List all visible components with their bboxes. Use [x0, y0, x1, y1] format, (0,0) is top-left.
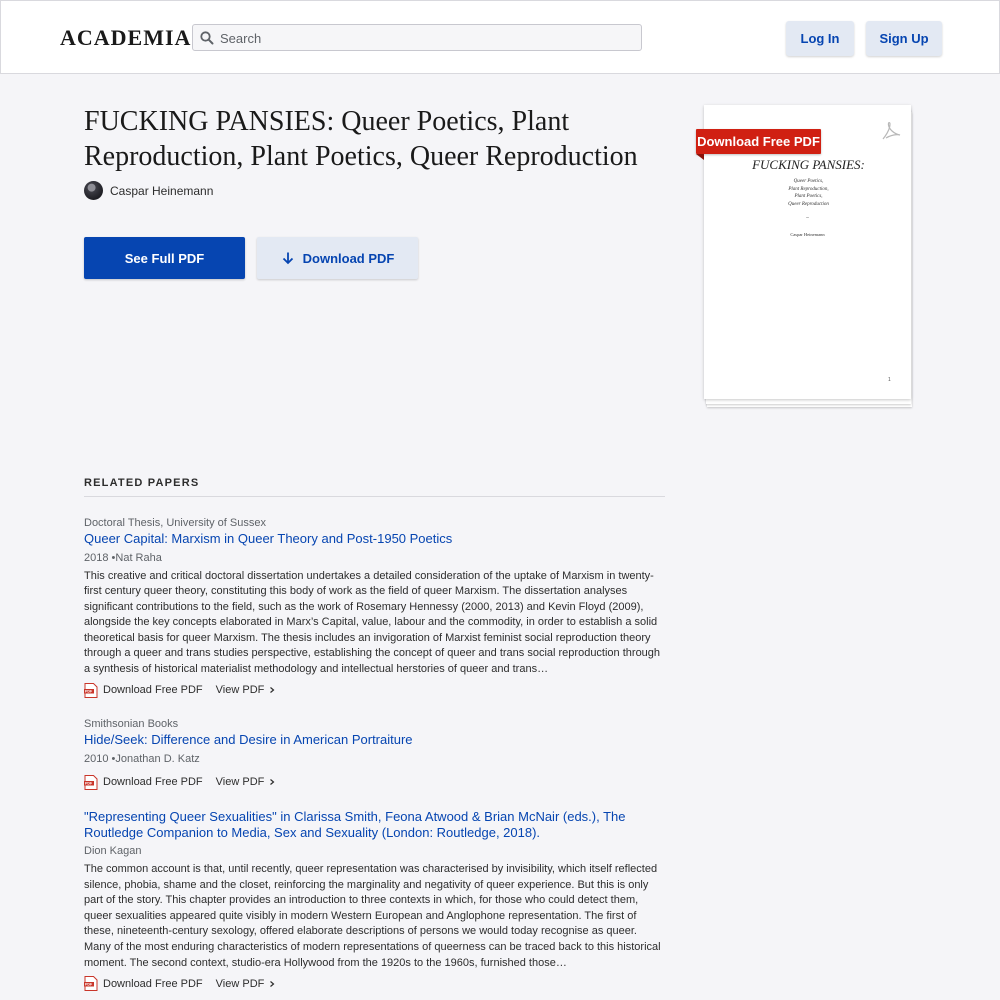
- pdf-file-icon: [84, 775, 98, 790]
- paper-title: FUCKING PANSIES: Queer Poetics, Plant Reproduction, Plant Poetics, Queer Reproduction: [84, 106, 638, 172]
- paper-title-link[interactable]: "Representing Queer Sexualities" in Clarissa Smith, Feona Atwood & Brian McNair (eds.), The Routledge Companion to Media, Sex and Sexuality (London: Routledge, 2018).: [84, 809, 626, 840]
- related-paper-item: [84, 808, 669, 991]
- view-pdf-link[interactable]: [216, 683, 276, 697]
- svg-text:PDF: PDF: [85, 689, 93, 694]
- see-full-pdf-button[interactable]: See Full PDF: [84, 237, 245, 279]
- paper-actions: [84, 683, 669, 698]
- chevron-right-icon: [269, 981, 275, 987]
- preview-page-number: 1: [888, 377, 891, 383]
- related-paper-item: [84, 717, 669, 790]
- paper-abstract: This creative and critical doctoral dissertation undertakes a detailed consideration of the uptake of Marxism in twenty-first century queer theory, constituting this body of work as the field of queer Marxism. The dissertation analyses significant contributions to the field, such as the work of Rosemary Hennessy (2000, 2013) and Kevin Floyd (2009), alongside the key concepts elaborated in Marx’s Capital, value, labour and the commodity, in order to establish a solid theoretical basis for queer Marxism. The thesis includes an invigoration of Marxist feminist social reproduction theory through a queer and trans studies perspective, establishing the concept of queer and trans social reproduction through a synthesis of historical materialist methodology and intellectual herstories of queer and trans…: [84, 569, 661, 676]
- chevron-right-icon: [269, 779, 275, 785]
- download-arrow-icon: [281, 251, 295, 265]
- author-name[interactable]: Caspar Heinemann: [110, 183, 214, 198]
- download-free-pdf-link[interactable]: [84, 683, 203, 698]
- view-pdf-link[interactable]: [216, 775, 276, 789]
- download-free-pdf-link[interactable]: [84, 775, 203, 790]
- view-pdf-label: View PDF: [215, 776, 265, 788]
- academia-logo[interactable]: ACADEMIA: [60, 25, 192, 50]
- svg-text:PDF: PDF: [85, 781, 93, 786]
- paper-venue: Doctoral Thesis, University of Sussex: [84, 517, 266, 529]
- preview-dash: –: [806, 215, 809, 221]
- paper-actions: [84, 976, 669, 991]
- download-pdf-button[interactable]: [257, 237, 418, 279]
- preview-subtitle-line: Plant Reproduction,: [788, 186, 829, 192]
- login-button[interactable]: Log In: [786, 21, 854, 56]
- pdf-file-icon: [84, 976, 98, 991]
- view-pdf-link[interactable]: [216, 977, 276, 991]
- view-pdf-label: View PDF: [215, 684, 265, 696]
- download-free-pdf-label: Download Free PDF: [103, 684, 203, 696]
- paper-meta: 2010 •Jonathan D. Katz: [84, 752, 200, 765]
- pdf-file-icon: [84, 683, 98, 698]
- search-icon: [199, 30, 215, 46]
- related-paper-item: [84, 516, 669, 698]
- svg-text:PDF: PDF: [85, 982, 93, 987]
- paper-meta: 2018 •Nat Raha: [84, 551, 162, 564]
- search-placeholder: Search: [220, 31, 262, 46]
- download-free-pdf-ribbon[interactable]: Download Free PDF: [696, 129, 821, 154]
- download-free-pdf-link[interactable]: [84, 976, 203, 991]
- download-free-pdf-label: Download Free PDF: [103, 977, 203, 990]
- signup-button[interactable]: Sign Up: [866, 21, 942, 56]
- preview-subtitle: [704, 178, 911, 208]
- view-pdf-label: View PDF: [215, 977, 265, 990]
- top-navigation-bar: [0, 0, 1000, 74]
- paper-actions: [84, 775, 669, 790]
- search-input[interactable]: [192, 24, 642, 51]
- paper-abstract: The common account is that, until recently, queer representation was characterised by invisibility, which itself reflected silence, phobia, shame and the closet, reinforcing the marginality and negativity of queer experience. But this is only part of the story. This chapter provides an introduction to three contexts in which, for those who could detect them, queer sexualities appeared quite visibly in modern Western European and Anglophone representation. The first of these, nineteenth-century sexology, offered elaborate descriptions of persons we would today recognise as queer. Many of the most enduring characteristics of modern representations of queerness can be traced back to this historical moment. The second context, studio-era Hollywood from the 1920s to the 1960s, furnished those…: [84, 863, 661, 969]
- paper-title-link[interactable]: Hide/Seek: Difference and Desire in American Portraiture: [84, 732, 413, 747]
- related-papers-heading: RELATED PAPERS: [84, 477, 200, 489]
- preview-subtitle-line: Plant Poetics,: [794, 194, 823, 199]
- paper-meta: Dion Kagan: [84, 845, 142, 857]
- avatar[interactable]: [84, 181, 103, 200]
- author-row[interactable]: [84, 181, 213, 200]
- download-free-pdf-label: Download Free PDF: [103, 776, 203, 788]
- preview-subtitle-line: Queer Reproduction: [788, 201, 829, 207]
- divider: [84, 496, 665, 497]
- preview-subtitle-line: Queer Poetics,: [793, 179, 824, 184]
- preview-author: Caspar Heinemann: [790, 232, 825, 237]
- download-pdf-label: Download PDF: [302, 250, 395, 266]
- chevron-right-icon: [269, 687, 275, 693]
- paper-title-link[interactable]: Queer Capital: Marxism in Queer Theory and Post-1950 Poetics: [84, 531, 453, 546]
- preview-title: FUCKING PANSIES:: [752, 157, 865, 172]
- adobe-pdf-icon: [880, 120, 902, 142]
- paper-venue: Smithsonian Books: [84, 718, 179, 730]
